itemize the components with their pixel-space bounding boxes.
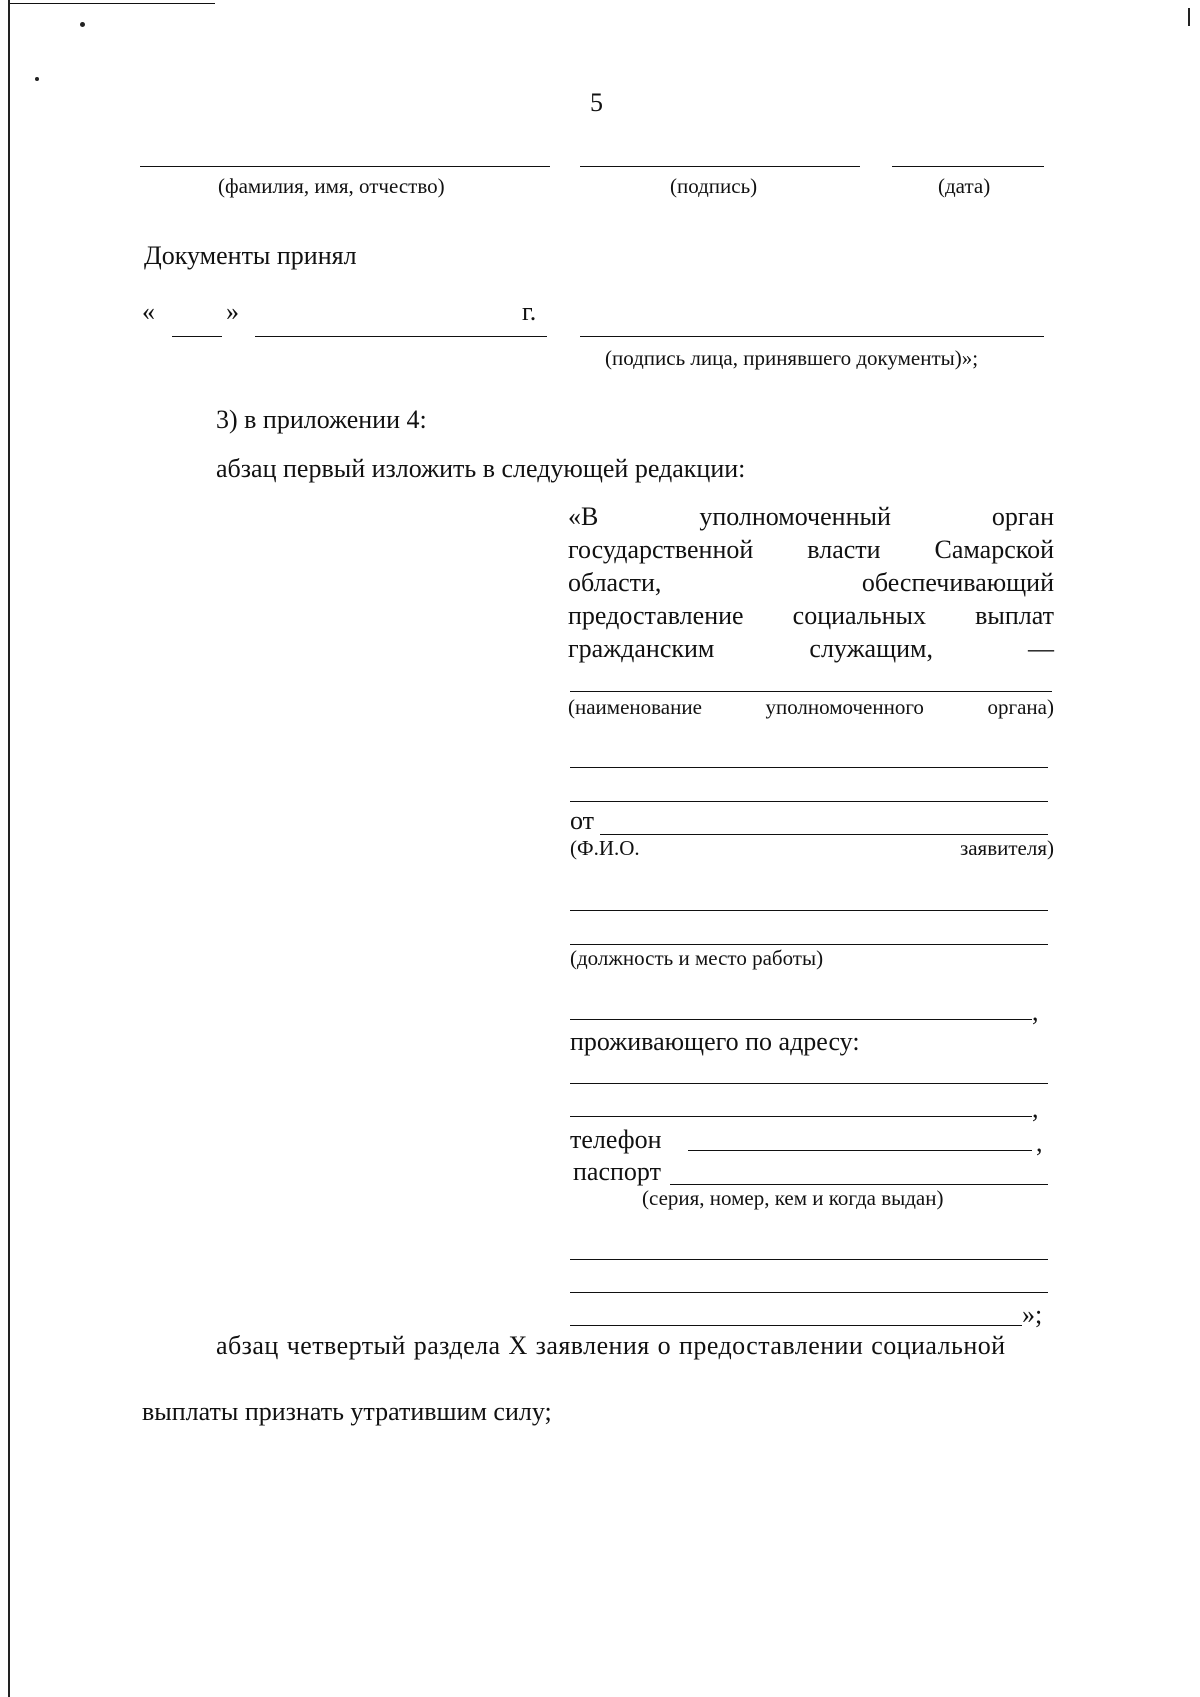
- signature-caption: (подпись): [670, 174, 758, 198]
- job-line: [570, 944, 1048, 945]
- date-caption: (дата): [938, 174, 991, 198]
- scan-dot: [80, 22, 85, 27]
- signature-line: [580, 166, 860, 167]
- left-border-mark: [8, 0, 10, 1697]
- day-line: [172, 336, 222, 337]
- top-edge-mark: [10, 3, 215, 4]
- address-line-2: [570, 1116, 1032, 1117]
- phone-comma: ,: [1036, 1128, 1043, 1157]
- phone-label: телефон: [570, 1125, 662, 1154]
- month-year-line: [255, 336, 547, 337]
- footer-paragraph-line-2: выплаты признать утратившим силу;: [142, 1397, 552, 1426]
- job-caption: (должность и место работы): [570, 946, 824, 970]
- org-name-line: [570, 691, 1052, 692]
- job-line-2: [570, 1019, 1032, 1020]
- footer-paragraph-line-1: абзац четвертый раздела X заявления о предоставлении социальной: [216, 1331, 1006, 1360]
- addressee-line-2: государственной власти Самарской: [568, 535, 1054, 564]
- applicant-caption: (Ф.И.О. заявителя): [570, 836, 1054, 860]
- receiver-signature-line: [580, 336, 1044, 337]
- scan-dot: [35, 77, 39, 81]
- accepted-title: Документы принял: [144, 241, 357, 270]
- address-comma: ,: [1032, 1094, 1039, 1123]
- passport-caption: (серия, номер, кем и когда выдан): [642, 1186, 944, 1210]
- job-line-comma: ,: [1032, 997, 1039, 1026]
- right-edge-mark: [1188, 8, 1190, 26]
- applicant-line-2: [570, 910, 1048, 911]
- passport-label: паспорт: [573, 1157, 661, 1186]
- phone-line: [688, 1150, 1032, 1151]
- closing-line: [570, 1325, 1022, 1326]
- addressee-line-5: гражданским служащим, —: [568, 634, 1054, 663]
- address-label: проживающего по адресу:: [570, 1027, 860, 1056]
- passport-line: [670, 1184, 1048, 1185]
- passport-line-2: [570, 1259, 1048, 1260]
- fio-line: [140, 166, 550, 167]
- passport-line-3: [570, 1292, 1048, 1293]
- from-label: от: [570, 806, 595, 835]
- close-quote: »: [226, 297, 239, 326]
- addressee-line-1: «В уполномоченный орган: [568, 502, 1054, 531]
- receiver-signature-caption: (подпись лица, принявшего документы)»;: [605, 346, 979, 370]
- item-number: 3) в приложении 4:: [216, 405, 427, 434]
- fio-applicant-line: [600, 834, 1048, 835]
- closing-quote: »;: [1022, 1300, 1043, 1329]
- date-line: [892, 166, 1044, 167]
- addressee-line-4: предоставление социальных выплат: [568, 601, 1054, 630]
- instruction-text: абзац первый изложить в следующей редакции:: [216, 454, 746, 483]
- address-line-1: [570, 1083, 1048, 1084]
- org-line-2: [570, 767, 1048, 768]
- org-caption: (наименование уполномоченного органа): [568, 695, 1054, 719]
- addressee-line-3: области, обеспечивающий: [568, 568, 1054, 597]
- open-quote: «: [142, 297, 155, 326]
- org-line-3: [570, 801, 1048, 802]
- fio-caption: (фамилия, имя, отчество): [218, 174, 445, 198]
- year-suffix: г.: [522, 297, 537, 326]
- page-number: 5: [590, 88, 603, 117]
